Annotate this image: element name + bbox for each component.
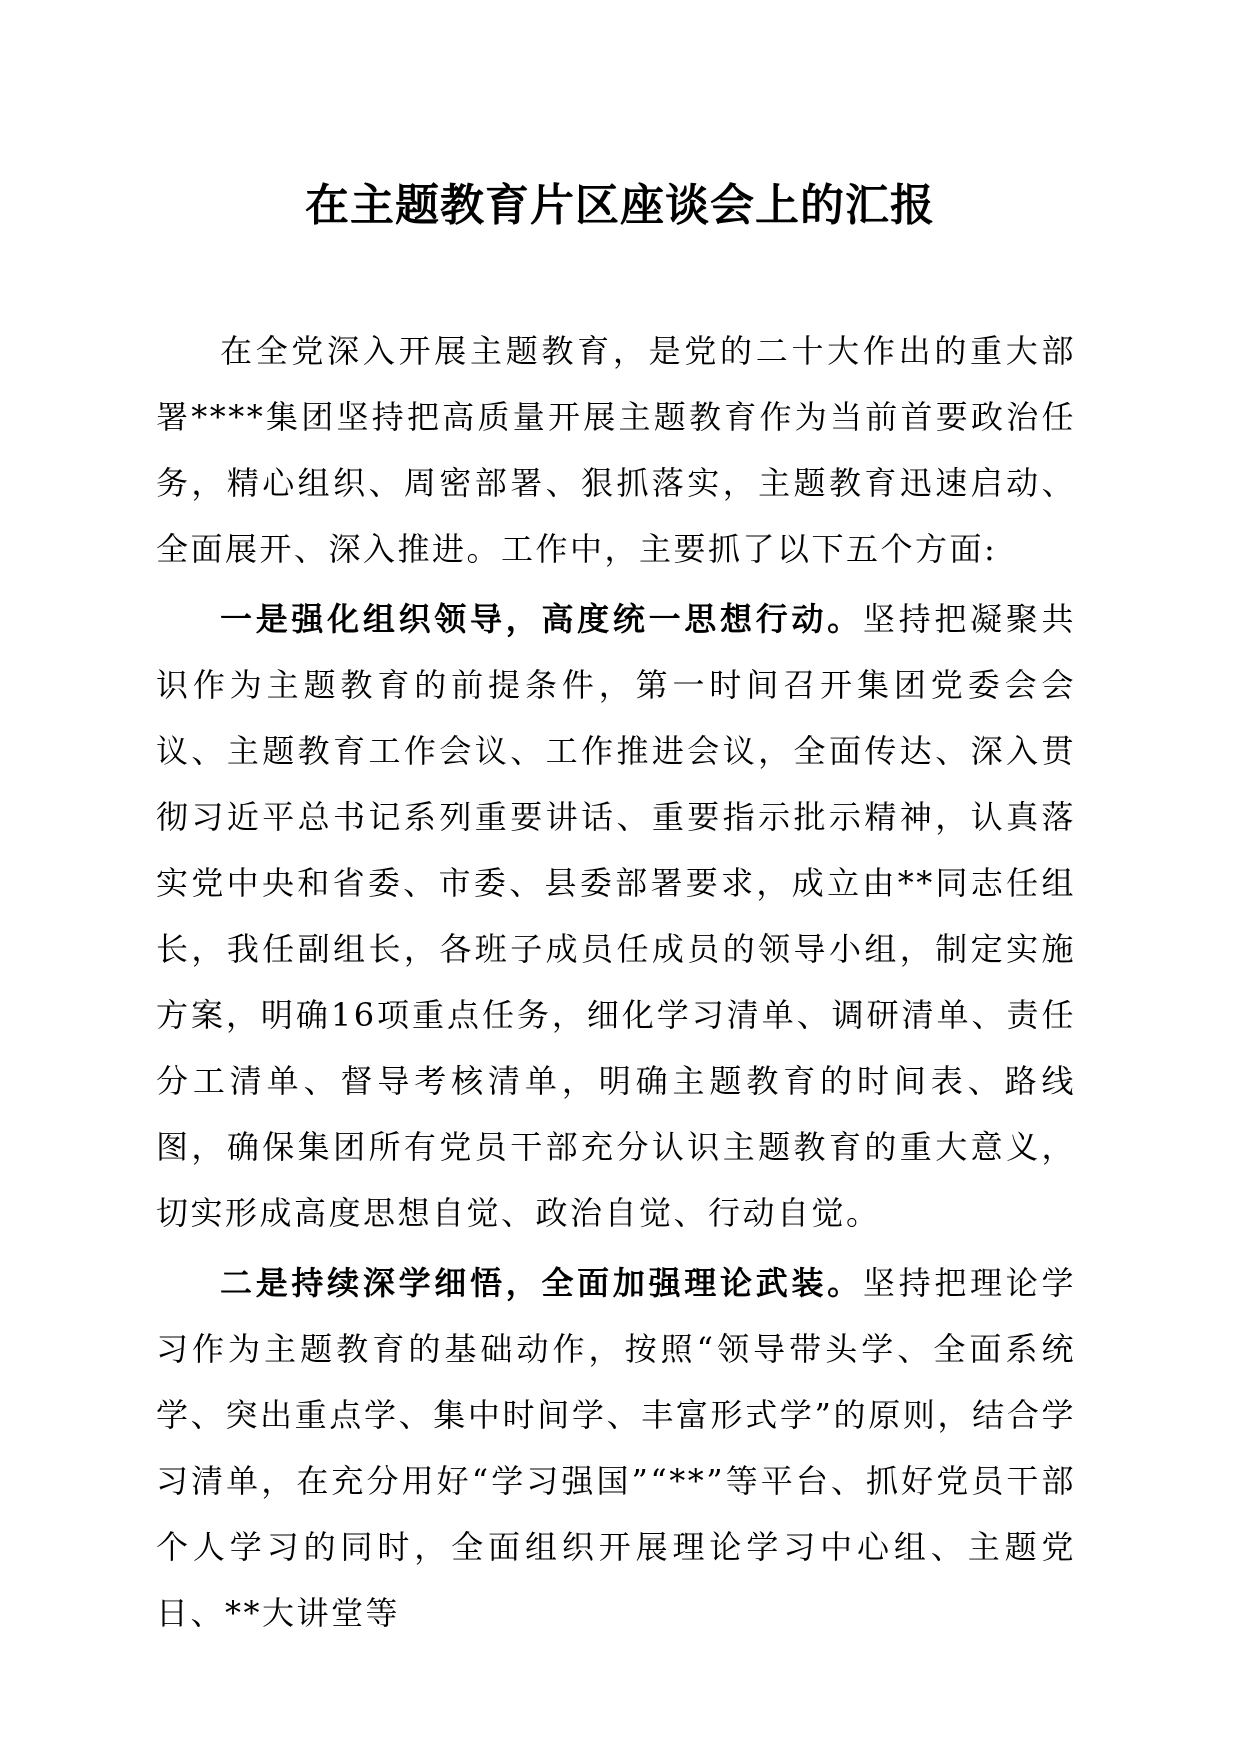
paragraph-text: 坚持把理论学习作为主题教育的基础动作，按照“领导带头学、全面系统学、突出重点学、集中时间学、丰富形式学”的原则，结合学习清单，在充分用好“学习强国”“**”等平台、抓好党员干部个人学习的同时，全面组织开展理论学习中心组、主题党日、**大讲堂等 <box>156 1264 1076 1632</box>
document-body <box>156 318 1076 1650</box>
paragraph-section-1 <box>156 586 1076 1246</box>
section-heading: 二是持续深学细悟，全面加强理论武装。 <box>220 1264 863 1302</box>
paragraph-text: 在全党深入开展主题教育，是党的二十大作出的重大部署****集团坚持把高质量开展主题教育作为当前首要政治任务，精心组织、周密部署、狠抓落实，主题教育迅速启动、全面展开、深入推进。工作中，主要抓了以下五个方面: <box>156 332 1076 568</box>
paragraph-text: 坚持把凝聚共识作为主题教育的前提条件，第一时间召开集团党委会会议、主题教育工作会议、工作推进会议，全面传达、深入贯彻习近平总书记系列重要讲话、重要指示批示精神，认真落实党中央和省委、市委、县委部署要求，成立由**同志任组长，我任副组长，各班子成员任成员的领导小组，制定实施方案，明确16项重点任务，细化学习清单、调研清单、责任分工清单、督导考核清单，明确主题教育的时间表、路线图，确保集团所有党员干部充分认识主题教育的重大意义，切实形成高度思想自觉、政治自觉、行动自觉。 <box>156 600 1076 1232</box>
paragraph-section-2 <box>156 1250 1076 1646</box>
paragraph-intro <box>156 318 1076 582</box>
document-title: 在主题教育片区座谈会上的汇报 <box>305 180 935 231</box>
section-heading: 一是强化组织领导，高度统一思想行动。 <box>220 600 863 638</box>
